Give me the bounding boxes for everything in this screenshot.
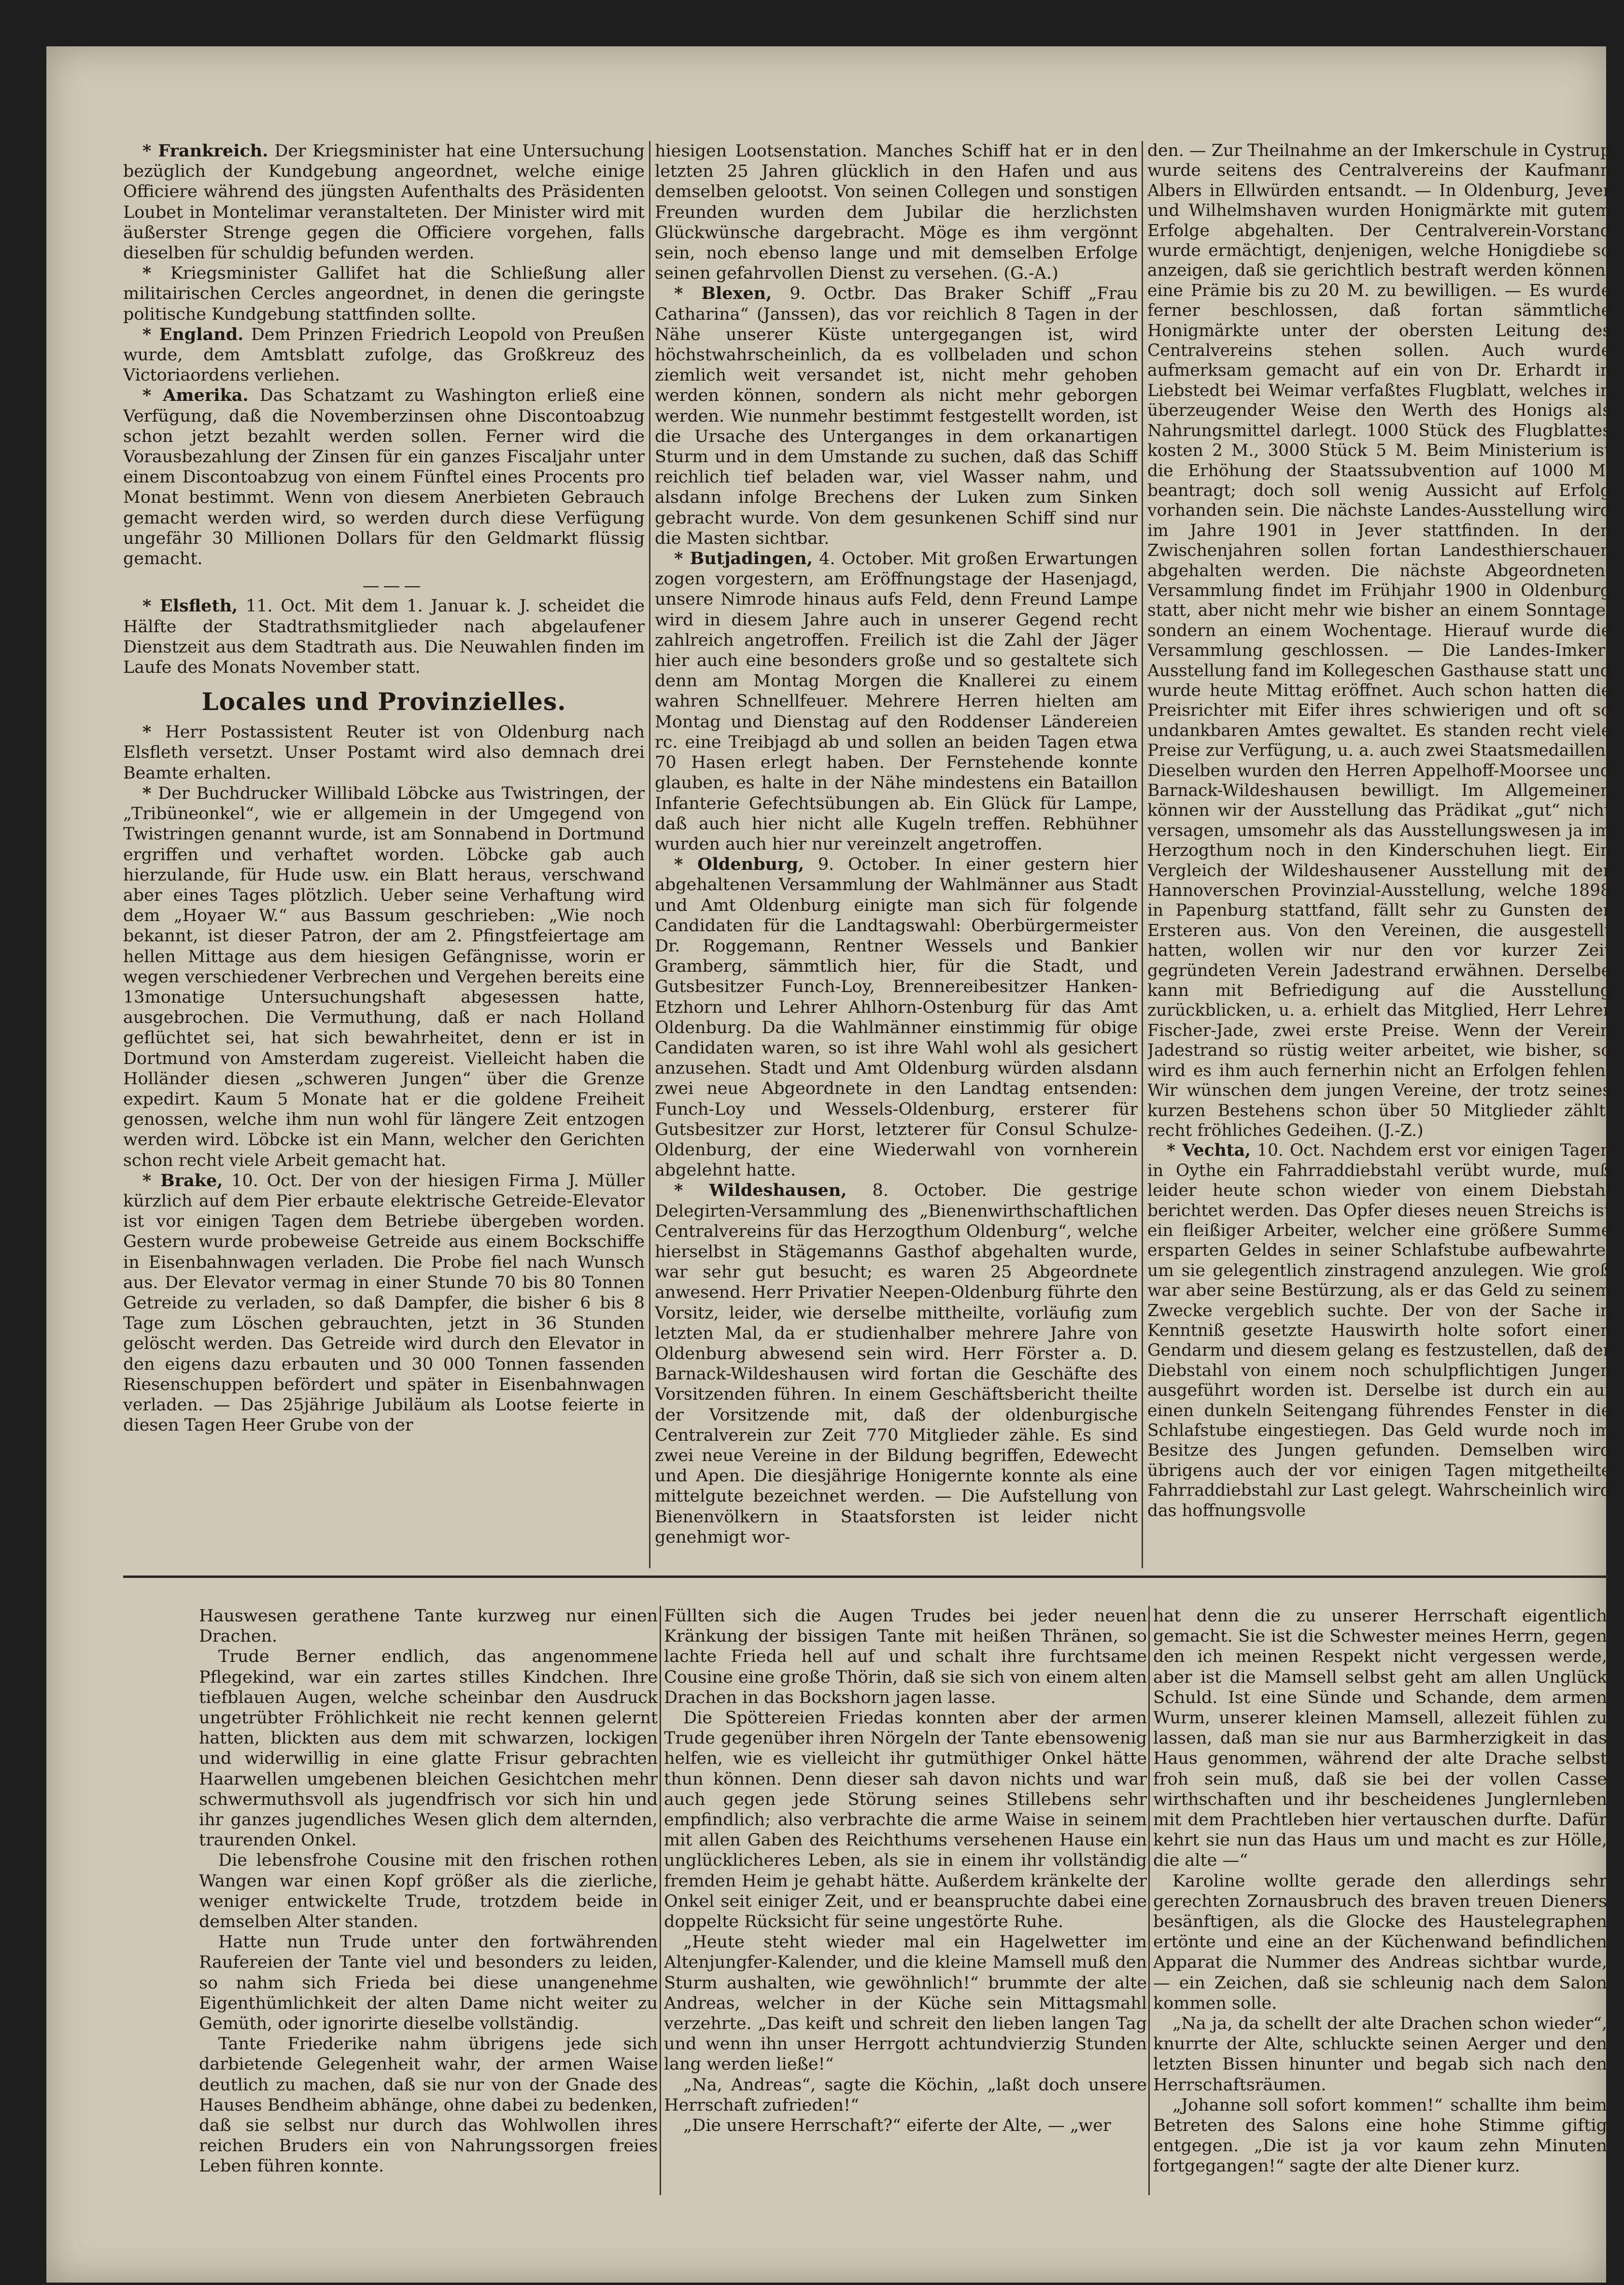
- article-text: Der Buchdrucker Willibald Löbcke aus Twistringen, der „Tribüneonkel“, wie er allgemein in der Umgegend von Twistringen genannt wurde, ist am Sonnabend in Dortmund ergriffen und verhaftet worden. Löbcke gab auch hierzulande, für Hude usw. ein Blatt heraus, verschwand aber eines Tages plötzlich. Ueber seine Verhaftung wird dem „Hoyaer W.“ aus Bassum geschrieben: „Wie noch bekannt, ist dieser Patron, der am 2. Pfingstfeiertage am hellen Mittage aus dem hiesigen Gefängnisse, worin er wegen verschiedener Verbrechen und Vergehen bereits eine 13monatige Untersuchungshaft abgesessen hatte, ausgebrochen. Die Vermuthung, daß er nach Holland geflüchtet sei, hat sich bewahrheitet, denn er ist in Dortmund von Amsterdam zugereist. Vielleicht haben die Holländer diesen „schweren Jungen“ über die Grenze expedirt. Kaum 5 Monate hat er die goldene Freiheit genossen, welche ihm nun wohl für längere Zeit entzogen werden wird. Löbcke ist ein Mann, welcher den Gerichten schon recht viele Arbeit gemacht hat.: [123, 783, 645, 1170]
- article-text: 9. Octbr. Das Braker Schiff „Frau Catharina“ (Janssen), das vor reichlich 8 Tagen in der Nähe unserer Küste untergegangen ist, wird höchstwahrscheinlich, da es vollbeladen und schon ziemlich weit versandet ist, nicht mehr gehoben werden können, sondern als nicht mehr geborgen werden. Wie nunmehr bestimmt festgestellt worden, ist die Ursache des Unterganges in dem orkanartigen Sturm und in dem Umstande zu suchen, daß das Schiff reichlich tief beladen war, viel Wasser nahm, und alsdann infolge Brechens der Luken zum Sinken gebracht wurde. Von dem gesunkenen Schiff sind nur die Masten sichtbar.: [655, 284, 1138, 548]
- article-paragraph: [1153, 1871, 1607, 2014]
- article-paragraph: [664, 2115, 1147, 2136]
- article-kicker: * Vechta,: [1167, 1141, 1251, 1161]
- article-paragraph: [655, 284, 1138, 549]
- article-paragraph: [123, 325, 645, 386]
- article-text: 11. Oct. Mit dem 1. Januar k. J. scheidet die Hälfte der Stadtrathsmitglieder nach abgelaufener Dienstzeit aus dem Stadtrath aus. Die Neuwahlen finden im Laufe des Monats November statt.: [123, 596, 645, 678]
- article-kicker: * Oldenburg,: [674, 854, 805, 875]
- article-text: „Heute steht wieder mal ein Hagelwetter im Altenjungfer-Kalender, und die kleine Mamsell muß den Sturm aushalten, wie gewöhnlich!“ brummte der alte Andreas, welcher in der Küche sein Mittagsmahl verzehrte. „Das keift und schreit den lieben langen Tag und wenn ihn unser Herrgott achtundvierzig Stunden lang werden ließe!“: [664, 1932, 1147, 2074]
- article-text: Herr Postassistent Reuter ist von Oldenburg nach Elsfleth versetzt. Unser Postamt wird also demnach drei Beamte erhalten.: [123, 723, 645, 783]
- article-paragraph: [199, 1850, 658, 1932]
- article-paragraph: [199, 1646, 658, 1850]
- article-paragraph: [199, 1932, 658, 2034]
- article-paragraph: [655, 141, 1138, 284]
- article-paragraph: [664, 1708, 1147, 1932]
- article-paragraph: [123, 385, 645, 569]
- article-text: „Die unsere Herrschaft?“ eiferte der Alte, — „wer: [683, 2116, 1111, 2136]
- article-kicker: *: [142, 722, 152, 742]
- column-divider: [649, 141, 650, 1568]
- article-paragraph: [123, 1171, 645, 1436]
- article-text: 8. October. Die gestrige Delegirten-Versammlung des „Bienenwirthschaftlichen Centralvereins für das Herzogthum Oldenburg“, welche hierselbst in Stägemanns Gasthof abgehalten wurde, war sehr gut besucht; es waren 25 Abgeordnete anwesend. Herr Privatier Neepen-Oldenburg führte den Vorsitz, leider, wie derselbe mittheilte, vorläufig zum letzten Mal, da er studienhalber mehrere Jahre von Oldenburg abwesend sein wird. Herr Förster a. D. Barnack-Wildeshausen wird fortan die Geschäfte des Vorsitzenden führen. In einem Geschäftsbericht theilte der Vorsitzende mit, daß der oldenburgische Centralverein zur Zeit 770 Mitglieder zähle. Es sind zwei neue Vereine in der Bildung begriffen, Edewecht und Apen. Die diesjährige Honigernte konnte als eine mittelgute bezeichnet werden. — Die Aufstellung von Bienenvölkern in Staatsforsten ist leider nicht genehmigt wor-: [655, 1181, 1138, 1547]
- article-text: Der Kriegsminister hat eine Untersuchung bezüglich der Kundgebung angeordnet, welche einige Officiere während des jüngsten Aufenthalts des Präsidenten Loubet in Montelimar veranstalteten. Der Minister wird mit äußerster Strenge gegen die Officiere vorgehen, falls dieselben für schuldig befunden werden.: [123, 142, 645, 263]
- article-kicker: * Wildeshausen,: [674, 1180, 847, 1201]
- feuilleton-separator: [123, 1575, 1608, 1578]
- article-text: Hatte nun Trude unter den fortwährenden Raufereien der Tante viel und besonders zu leiden, so nahm sich Frieda bei diese unangenehme Eigenthümlichkeit der alten Dame nicht weiter zu Gemüth, oder ignorirte dieselbe vollständig.: [199, 1932, 658, 2034]
- article-paragraph: [1147, 141, 1611, 1141]
- article-paragraph: [123, 141, 645, 263]
- article-kicker: * Amerika.: [142, 385, 249, 406]
- article-paragraph: [123, 263, 645, 325]
- column-divider: [1142, 141, 1143, 1568]
- article-text: Das Schatzamt zu Washington erließ eine Verfügung, daß die Novemberzinsen ohne Discontoabzug schon jetzt bezahlt werden sollen. Ferner wird die Vorausbezahlung der Zinsen für ein ganzes Fiscaljahr unter einem Discontoabzug von einem Fünftel eines Procents pro Monat bestimmt. Wenn von diesem Anerbieten Gebrauch gemacht werden wird, so werden durch diese Verfügung ungefähr 30 Millionen Dollars für den Geldmarkt flüssig gemacht.: [123, 386, 645, 569]
- article-text: den. — Zur Theilnahme an der Imkerschule in Cystrup wurde seitens des Centralvereins der Kaufmann Albers in Ellwürden entsandt. — In Oldenburg, Jever und Wilhelmshaven wurden Honigmärkte mit gutem Erfolge abgehalten. Der Centralverein-Vorstand wurde ermächtigt, denjenigen, welche Honigdiebe so anzeigen, daß sie gerichtlich bestraft werden können, eine Prämie bis zu 20 M. zu bewilligen. — Es wurde ferner beschlossen, daß fortan sämmtliche Honigmärkte unter der obersten Leitung des Centralvereins stehen sollen. Auch wurde aufmerksam gemacht auf ein von Dr. Erhardt in Liebstedt bei Weimar verfaßtes Flugblatt, welches in überzeugender Weise den Werth des Honigs als Nahrungsmittel darlegt. 1000 Stück des Flugblattes kosten 2 M., 3000 Stück 5 M. Beim Ministerium ist die Erhöhung der Staatssubvention auf 1000 M. beantragt; doch soll wenig Aussicht auf Erfolg vorhanden sein. Die nächste Landes-Ausstellung wird im Jahre 1901 in Jever stattfinden. In den Zwischenjahren sollen fortan Landesthierschauen abgehalten werden. Die nächste Abgeordneten-Versammlung findet im Frühjahr 1900 in Oldenburg statt, aber nicht mehr wie bisher an einem Sonntage, sondern an einem Wochentage. Hierauf wurde die Versammlung geschlossen. — Die Landes-Imker-Ausstellung fand im Kollegeschen Gasthause statt und wurde heute Mittag eröffnet. Auch schon hatten die Preisrichter mit Eifer ihres schwierigen und oft so undankbaren Amtes gewaltet. Es standen recht viele Preise zur Verfügung, u. a. auch zwei Staatsmedaillen. Dieselben wurden den Herren Appelhoff-Moorsee und Barnack-Wildeshausen bewilligt. Im Allgemeinen können wir der Ausstellung das Prädikat „gut“ nicht versagen, umsomehr als das Ausstellungswesen ja im Herzogthum noch in den Kinderschuhen liegt. Ein Vergleich der Wildeshausener Ausstellung mit der Hannoverschen Provinzial-Ausstellung, welche 1898 in Papenburg stattfand, fällt sehr zu Gunsten der Ersteren aus. Von den Vereinen, die ausgestellt hatten, wollen wir nur den vor kurzer Zeit gegründeten Verein Jadestrand erwähnen. Derselbe kann mit Befriedigung auf die Ausstellung zurückblicken, u. a. erhielt das Mitglied, Herr Lehrer Fischer-Jade, zwei erste Preise. Wenn der Verein Jadestrand so rüstig weiter arbeitet, wie bisher, so wird es ihm auch fernerhin nicht an Erfolgen fehlen. Wir wünschen dem jungen Vereine, der trotz seines kurzen Bestehens schon über 50 Mitglieder zählt, recht fröhliches Gedeihen. (J.-Z.): [1147, 141, 1611, 1140]
- article-kicker: * Brake,: [142, 1170, 223, 1191]
- article-kicker: * Blexen,: [674, 284, 772, 304]
- article-paragraph: [199, 2034, 658, 2176]
- section-heading: Locales und Provinzielles.: [201, 687, 566, 716]
- article-kicker: *: [142, 263, 152, 284]
- article-paragraph: [655, 854, 1138, 1180]
- article-kicker: *: [142, 783, 152, 803]
- article-text: Tante Friederike nahm übrigens jede sich darbietende Gelegenheit wahr, der armen Waise deutlich zu machen, daß sie nur von der Gnade des Hauses Bendheim abhänge, ohne dabei zu bedenken, daß sie selbst nur durch das Wohlwollen ihres reichen Bruders ein von Nahrungssorgen freies Leben führen konnte.: [199, 2034, 658, 2176]
- news-column-3: [1147, 141, 1611, 1566]
- article-paragraph: [664, 1932, 1147, 2074]
- article-text: Die lebensfrohe Cousine mit den frischen rothen Wangen war einen Kopf größer als die zierliche, weniger entwickelte Trude, trotzdem beide in demselben Alter standen.: [199, 1851, 658, 1932]
- article-text: hiesigen Lootsenstation. Manches Schiff hat er in den letzten 25 Jahren glücklich in den Hafen und aus demselben gelootst. Von seinen Collegen und sonstigen Freunden wurden dem Jubilar die herzlichsten Glückwünsche dargebracht. Möge es ihm vergönnt sein, noch ebenso lange und mit demselben Erfolge seinen gefahrvollen Dienst zu versehen. (G.-A.): [655, 142, 1138, 284]
- article-text: ———: [362, 576, 425, 596]
- article-text: Kriegsminister Gallifet hat die Schließung aller militairischen Cercles angeordnet, in denen die geringste politische Kundgebung stattfinden sollte.: [123, 264, 645, 324]
- article-paragraph: [1153, 2014, 1607, 2095]
- news-column-2: [655, 141, 1138, 1566]
- article-paragraph: [664, 2075, 1147, 2115]
- article-paragraph: [123, 596, 645, 678]
- article-text: Karoline wollte gerade den allerdings sehr gerechten Zornausbruch des braven treuen Dieners besänftigen, als die Glocke des Haustelegraphen ertönte und eine an der Küchenwand befindlichen Apparat die Nummer des Andreas sichtbar wurde, — ein Zeichen, daß sie schleunig nach dem Salon kommen solle.: [1153, 1871, 1607, 2013]
- article-text: 10. Oct. Der von der hiesigen Firma J. Müller kürzlich auf dem Pier erbaute elektrische Getreide-Elevator ist vor einigen Tagen dem Betriebe übergeben worden. Gestern wurde probeweise Getreide aus einem Bockschiffe in Eisenbahnwagen verladen. Die Probe fiel nach Wunsch aus. Der Elevator vermag in einer Stunde 70 bis 80 Tonnen Getreide zu verladen, so daß Dampfer, die bisher 6 bis 8 Tage zum Löschen gebrauchten, jetzt in 36 Stunden gelöscht werden. Das Getreide wird durch den Elevator in den eigens dazu erbauten und 30 000 Tonnen fassenden Riesenschuppen befördert und später in Eisenbahnwagen verladen. — Das 25jährige Jubiläum als Lootse feierte in diesen Tagen Heer Grube von der: [123, 1171, 645, 1435]
- article-kicker: * Elsfleth,: [142, 596, 238, 616]
- article-paragraph: [123, 722, 645, 783]
- article-kicker: * Frankreich.: [142, 141, 268, 161]
- feuilleton-column-3: [1153, 1606, 1607, 2200]
- article-paragraph: [199, 1606, 658, 1646]
- article-text: „Johanne soll sofort kommen!“ schallte ihm beim Betreten des Salons eine hohe Stimme giftig entgegen. „Die ist ja vor kaum zehn Minuten fortgegangen!“ sagte der alte Diener kurz.: [1153, 2095, 1607, 2176]
- article-paragraph: [1147, 1141, 1611, 1521]
- feuilleton-column-1: [199, 1606, 658, 2200]
- article-text: „Na, Andreas“, sagte die Köchin, „laßt doch unsere Herrschaft zufrieden!“: [664, 2075, 1147, 2115]
- article-paragraph: [1153, 2095, 1607, 2177]
- column-divider: [660, 1606, 661, 2195]
- article-text: Trude Berner endlich, das angenommene Pflegekind, war ein zartes stilles Kindchen. Ihre tiefblauen Augen, welche scheinbar den Ausdruck ungetrübter Fröhlichkeit nie recht kennen gelernt hatten, blickten aus dem mit schwarzen, lockigen und widerwillig in eine glatte Frisur gebrachten Haarwellen umgebenen bleichen Gesichtchen mehr schwermuthsvoll als jugendfrisch vor sich hin und ihr ganzes jugendliches Wesen glich dem alternden, traurenden Onkel.: [199, 1647, 658, 1850]
- article-text: Hauswesen gerathene Tante kurzweg nur einen Drachen.: [199, 1606, 658, 1646]
- news-column-1: [123, 141, 645, 1566]
- article-text: 9. October. In einer gestern hier abgehaltenen Versammlung der Wahlmänner aus Stadt und Amt Oldenburg einigte man sich für folgende Candidaten für die Landtagswahl: Oberbürgermeister Dr. Roggemann, Rentner Wessels und Bankier Gramberg, sämmtlich hier, für die Stadt, und Gutsbesitzer Funch-Loy, Brennereibesitzer Hanken-Etzhorn und Lehrer Ahlhorn-Ostenburg für das Amt Oldenburg. Da die Wahlmänner einstimmig für obige Candidaten waren, so ist ihre Wahl wohl als gesichert anzusehen. Stadt und Amt Oldenburg würden alsdann zwei neue Abgeordnete in den Landtag entsenden: Funch-Loy und Wessels-Oldenburg, ersterer für Gutsbesitzer zur Horst, letzterer für Consul Schulze-Oldenburg, der eine Wiederwahl von vornherein abgelehnt hatte.: [655, 855, 1138, 1180]
- article-paragraph: [1153, 1606, 1607, 1871]
- article-kicker: * Butjadingen,: [674, 549, 813, 569]
- column-divider: [1148, 1606, 1150, 2195]
- article-paragraph: [123, 783, 645, 1171]
- section-rule: [123, 576, 645, 596]
- article-text: Die Spöttereien Friedas konnten aber der armen Trude gegenüber ihren Nörgeln der Tante ebensowenig helfen, wie es vielleicht ihr gutmüthiger Onkel hätte thun können. Denn dieser sah davon nichts und war auch gegen jede Störung seines Stillebens sehr empfindlich; also verbrachte die arme Waise in seinem mit allen Gaben des Reichthums versehenen Hause ein unglücklicheres Leben, als sie in einem ihr vollständig fremden Heim je gehabt hätte. Außerdem kränkelte der Onkel seit einiger Zeit, und er beanspruchte dabei eine doppelte Rücksicht für seine ungestörte Ruhe.: [664, 1708, 1147, 1932]
- article-text: 4. October. Mit großen Erwartungen zogen vorgestern, am Eröffnungstage der Hasenjagd, unsere Nimrode hinaus aufs Feld, denn Freund Lampe wird in diesem Jahre auch in unserer Gegend recht zahlreich angetroffen. Freilich ist die Zahl der Jäger hier auch eine besonders große und so gestaltete sich denn am Montag Morgen die Knallerei zu einem wahren Schnellfeuer. Mehrere Herren hielten am Montag und Dienstag auf den Roddenser Ländereien rc. eine Treibjagd ab und sollen an beiden Tagen etwa 70 Hasen erlegt haben. Der Fernstehende konnte glauben, es halte in der Nähe mindestens ein Bataillon Infanterie Gefechtsübungen ab. Ein Glück für Lampe, daß auch hier nicht alle Kugeln treffen. Rebhühner wurden auch hier nur vereinzelt angetroffen.: [655, 549, 1138, 854]
- feuilleton-column-2: [664, 1606, 1147, 2200]
- article-paragraph: [655, 1180, 1138, 1547]
- article-paragraph: [664, 1606, 1147, 1708]
- article-text: „Na ja, da schellt der alte Drachen schon wieder“, knurrte der Alte, schluckte seinen Aerger und den letzten Bissen hinunter und begab sich nach den Herrschaftsräumen.: [1153, 2014, 1607, 2095]
- article-text: 10. Oct. Nachdem erst vor einigen Tagen in Oythe ein Fahrraddiebstahl verübt wurde, muß leider heute schon wieder von einem Diebstahl berichtet werden. Das Opfer dieses neuen Streichs ist ein fleißiger Arbeiter, welcher eine größere Summe ersparten Geldes in seiner Schlafstube aufbewahrte, um sie gelegentlich zinstragend anzulegen. Wie groß war aber seine Bestürzung, als er das Geld zu seinem Zwecke vergeblich suchte. Der von der Sache in Kenntniß gesetzte Hauswirth holte sofort einen Gendarm und diesem gelang es festzustellen, daß der Diebstahl von einem noch schulpflichtigen Jungen ausgeführt worden ist. Derselbe ist durch ein auf einen dunkeln Seitengang führendes Fenster in die Schlafstube eingestiegen. Das Geld wurde noch im Besitze des Jungen gefunden. Demselben wird übrigens auch der vor einigen Tagen mitgetheilte Fahrraddiebstahl zur Last gelegt. Wahrscheinlich wird das hoffnungsvolle: [1147, 1141, 1611, 1520]
- article-text: Dem Prinzen Friedrich Leopold von Preußen wurde, dem Amtsblatt zufolge, das Großkreuz des Victoriaordens verliehen.: [123, 325, 645, 385]
- article-text: hat denn die zu unserer Herrschaft eigentlich gemacht. Sie ist die Schwester meines Herrn, gegen den ich meinen Respekt nicht vergessen werde, aber ist die Mamsell selbst geht am allen Unglück Schuld. Ist eine Sünde und Schande, dem armen Wurm, unserer kleinen Mamsell, allezeit fühlen zu lassen, daß man sie nur aus Barmherzigkeit in das Haus genommen, während der alte Drache selbst froh sein muß, daß sie bei der vollen Casse wirthschaften und ihr bescheidenes Junglernleben mit dem Prachtleben hier vertauschen durfte. Dafür kehrt sie nun das Haus um und macht es zur Hölle, die alte —“: [1153, 1606, 1607, 1871]
- article-paragraph: [655, 549, 1138, 854]
- article-text: Füllten sich die Augen Trudes bei jeder neuen Kränkung der bissigen Tante mit heißen Thränen, so lachte Frieda hell auf und schalt ihre furchtsame Cousine eine große Thörin, daß sie sich von einem alten Drachen in das Bockshorn jagen lasse.: [664, 1606, 1147, 1707]
- article-kicker: * England.: [142, 324, 244, 344]
